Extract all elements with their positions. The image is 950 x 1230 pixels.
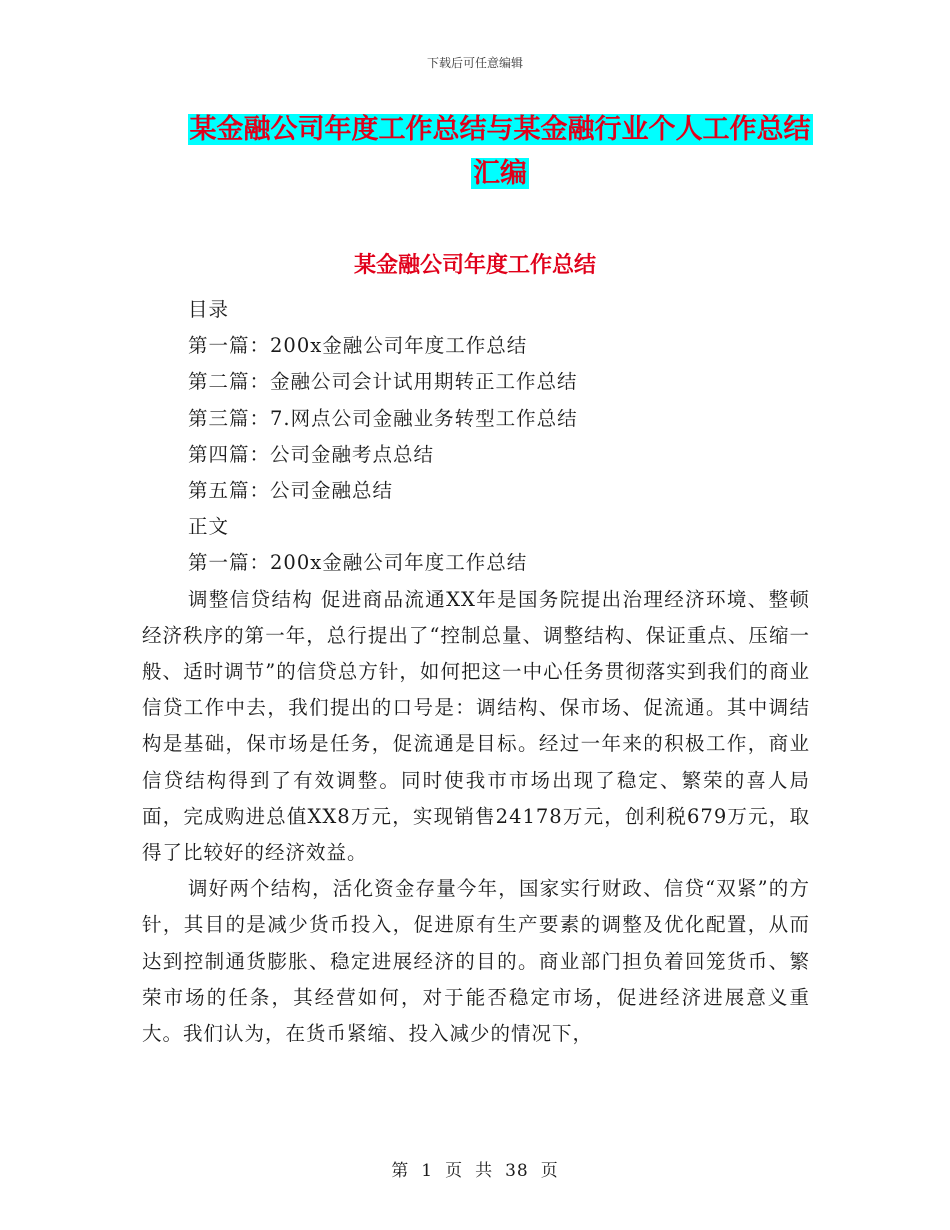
total-unit: 页 [540,1161,559,1181]
page-footer [0,1156,950,1181]
total-label: 共 [475,1161,494,1181]
body-paragraph: 调好两个结构，活化资金存量今年，国家实行财政、信贷“双紧”的方针，其目的是减少货币投入，促进原有生产要素的调整及优化配置，从而达到控制通货膨胀、稳定进展经济的目的。商业部门担负着回笼货币、繁荣市场的任条，其经营如何，对于能否稳定市场，促进经济进展意义重大。我们认为，在货币紧缩、投入减少的情况下， [142,877,810,1046]
toc-item: 第四篇：公司金融考点总结 [188,442,435,466]
page-unit: 页 [445,1161,464,1181]
article-title: 第一篇：200x金融公司年度工作总结 [188,551,528,575]
toc-item: 第二篇：金融公司会计试用期转正工作总结 [188,370,578,394]
body-paragraph: 调整信贷结构 促进商品流通XX年是国务院提出治理经济环境、整顿经济秩序的第一年，总行提出了“控制总量、调整结构、保证重点、压缩一般、适时调节”的信贷总方针，如何把这一中心任务贯彻落实到我们的商业信贷工作中去，我们提出的口号是：调结构、保市场、促流通。其中调结构是基础，保市场是任务，促流通是目标。经过一年来的积极工作，商业信贷结构得到了有效调整。同时使我市市场出现了稳定、繁荣的喜人局面，完成购进总值XX8万元，实现销售24178万元，创利税679万元，取得了比较好的经济效益。 [142,587,810,865]
body-heading: 正文 [188,515,230,539]
document-title [140,108,860,196]
toc-heading: 目录 [188,298,230,321]
section-title: 某金融公司年度工作总结 [353,253,596,278]
toc-item: 第三篇：7.网点公司金融业务转型工作总结 [188,406,578,430]
document-body [142,292,810,1052]
document-title-line1: 某金融公司年度工作总结与某金融行业个人工作总结 [189,114,811,145]
toc-item: 第一篇：200x金融公司年度工作总结 [188,334,528,358]
total-pages: 38 [505,1161,529,1181]
toc-item: 第五篇：公司金融总结 [188,479,394,503]
page-number: 1 [421,1161,434,1181]
document-title-line2: 汇编 [473,158,527,189]
page-label: 第 [391,1161,410,1181]
page-header-note: 下载后可任意编辑 [426,56,523,70]
